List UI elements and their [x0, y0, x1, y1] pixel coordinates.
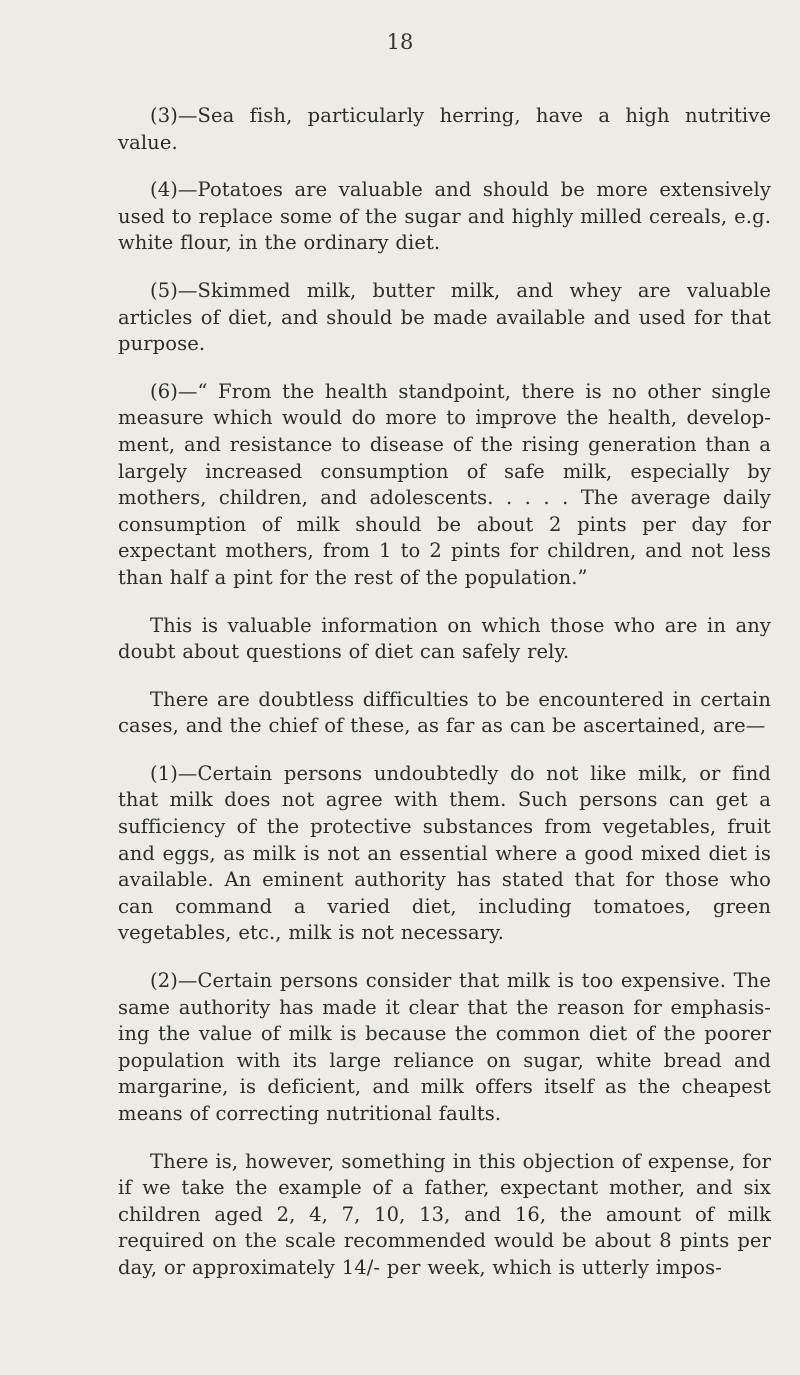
- paragraph-valuable-information: This is valuable information on which those who are in any doubt about questions of diet can safely rely.: [118, 613, 771, 664]
- body-text: [118, 103, 771, 1303]
- paragraph-health-standpoint-quote: (6)—“ From the health standpoint, there is no other single measure which would do more to improve the health, develop- ment, and resistance to disease of the rising generation than a largely increased consumption of safe milk, especially by mothers, children, and adolescents. . . . . The average daily consumption of milk should be about 2 pints per day for expectant mothers, from 1 to 2 pints for children, and not less than half a pint for the rest of the population.”: [118, 379, 771, 589]
- paragraph-difficulties: There are doubtless difficulties to be encountered in certain cases, and the chief of these, as far as can be ascertained, are—: [118, 687, 771, 738]
- paragraph-objection-expense: There is, however, something in this objection of expense, for if we take the example of a father, expectant mother, and six children aged 2, 4, 7, 10, 13, and 16, the amount of milk required on the scale recommended would be about 8 pints per day, or approximately 14/- per week, which is utterly impos-: [118, 1149, 771, 1279]
- paragraph-potatoes: (4)—Potatoes are valuable and should be more extensively used to replace some of the sugar and highly milled cereals, e.g. white flour, in the ordinary diet.: [118, 178, 771, 255]
- paragraph-dislike-milk: (1)—Certain persons undoubtedly do not like milk, or find that milk does not agree with them. Such persons can get a sufficiency of the protective substances from vegetables, fruit and eggs, as milk is not an essential where a good mixed diet is available. An eminent authority has stated that for those who can command a varied diet, including tomatoes, green vegetables, etc., milk is not necessary.: [118, 761, 771, 945]
- paragraph-sea-fish: (3)—Sea fish, particularly herring, have a high nutritive value.: [118, 104, 771, 154]
- page-number: 18: [386, 30, 414, 54]
- paragraph-milk-expensive: (2)—Certain persons consider that milk is too expensive. The same authority has made it clear that the reason for emphasis- ing the value of milk is because the common diet of the poorer population with its large reliance on sugar, white bread and margarine, is deficient, and milk offers itself as the cheapest means of correcting nutritional faults.: [118, 969, 771, 1125]
- paragraph-skimmed-milk: (5)—Skimmed milk, butter milk, and whey are valuable articles of diet, and should be made available and used for that purpose.: [118, 278, 771, 356]
